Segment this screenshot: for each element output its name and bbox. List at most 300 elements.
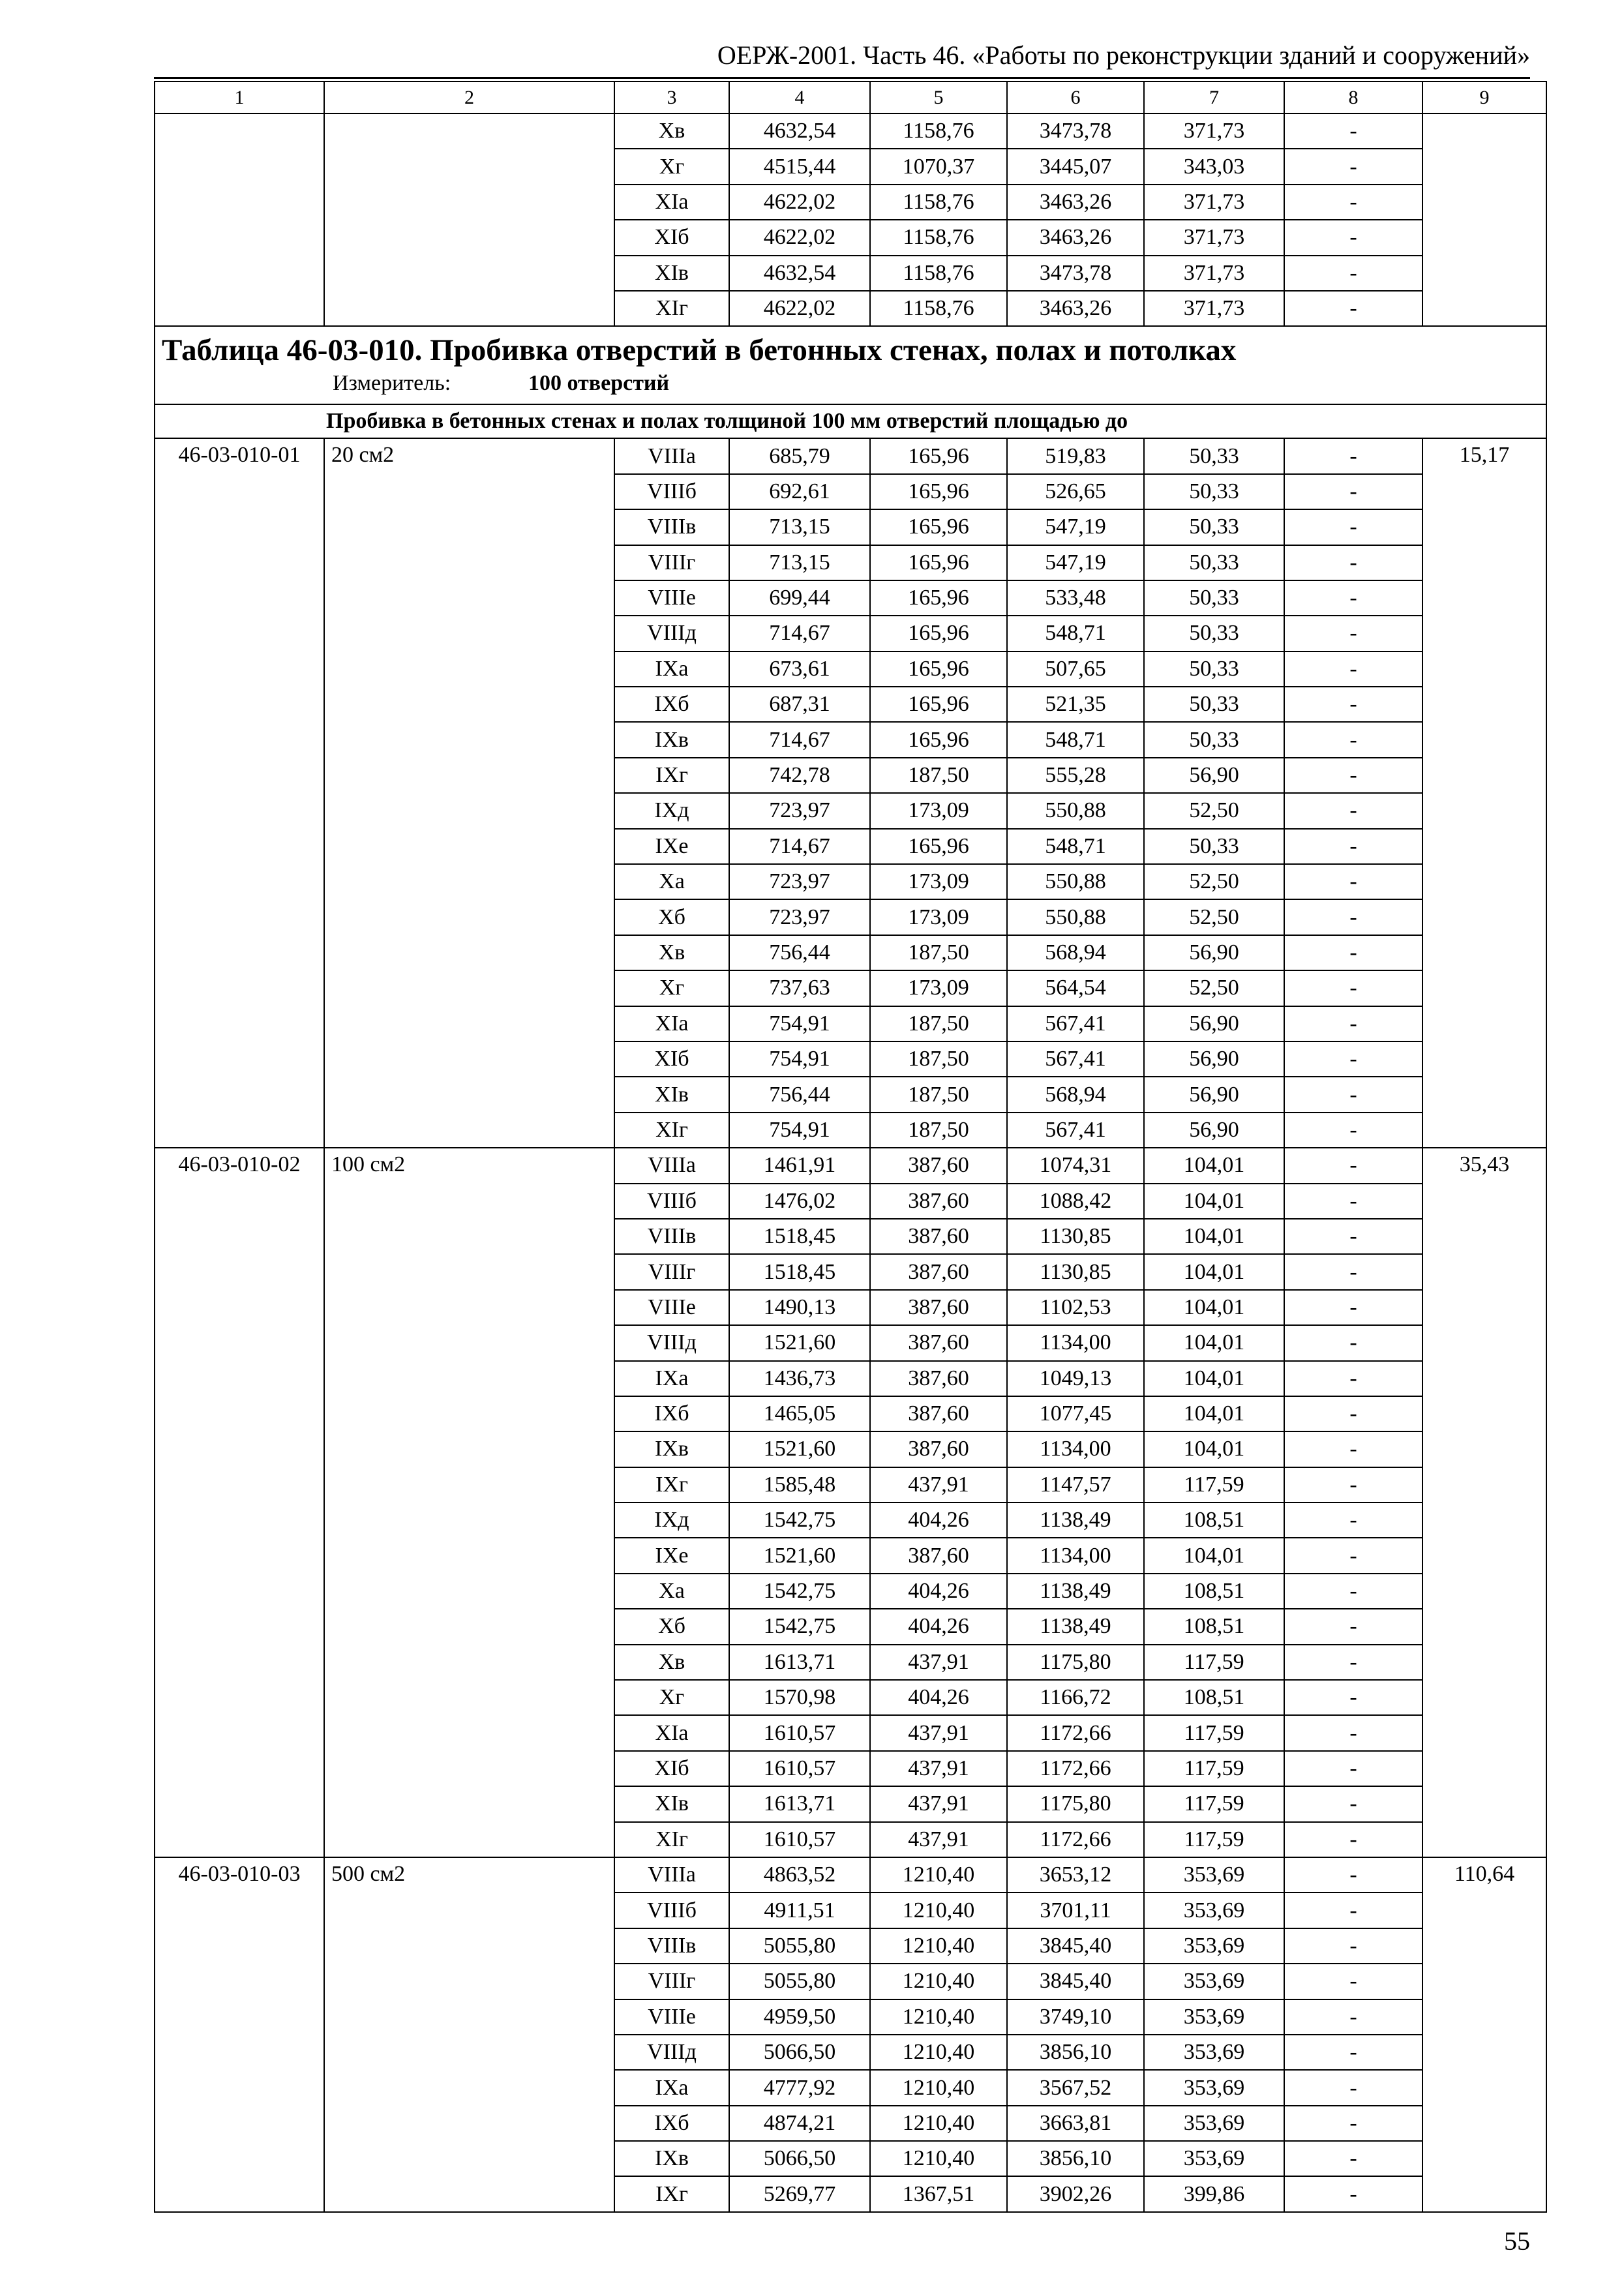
value-cell-col6: 533,48 [1007,580,1144,616]
value-cell-col4: 1542,75 [729,1609,870,1644]
value-cell-col8: - [1284,970,1422,1006]
value-cell-col8: - [1284,1964,1422,1999]
value-cell-col6: 1172,66 [1007,1715,1144,1750]
value-cell-col5: 387,60 [870,1361,1007,1396]
value-cell-col6: 3749,10 [1007,1999,1144,2035]
value-cell-col7: 104,01 [1144,1538,1284,1573]
value-cell-col5: 1210,40 [870,2035,1007,2070]
zone-cell: VIIIе [614,1290,729,1325]
name-cell: 20 см2 [324,438,614,1148]
value-cell-col5: 187,50 [870,1113,1007,1148]
value-cell-col4: 714,67 [729,722,870,757]
value-cell-col6: 507,65 [1007,651,1144,687]
zone-cell: VIIIд [614,2035,729,2070]
value-cell-col4: 756,44 [729,1077,870,1112]
zone-cell: Xв [614,113,729,149]
value-cell-col4: 754,91 [729,1041,870,1077]
value-cell-col8: - [1284,113,1422,149]
value-cell-col7: 353,69 [1144,1999,1284,2035]
zone-cell: IXг [614,1467,729,1503]
value-cell-col4: 737,63 [729,970,870,1006]
value-cell-col6: 1134,00 [1007,1325,1144,1360]
zone-cell: XIв [614,1077,729,1112]
value-cell-col5: 387,60 [870,1538,1007,1573]
value-cell-col7: 52,50 [1144,970,1284,1006]
value-cell-col4: 4874,21 [729,2106,870,2141]
value-cell-col7: 371,73 [1144,220,1284,255]
value-cell-col4: 723,97 [729,793,870,828]
value-cell-col6: 519,83 [1007,438,1144,473]
zone-cell: Xб [614,899,729,935]
value-cell-col5: 165,96 [870,829,1007,864]
value-cell-col6: 521,35 [1007,687,1144,722]
value-cell-col4: 685,79 [729,438,870,473]
value-cell-col7: 50,33 [1144,474,1284,509]
value-cell-col4: 1570,98 [729,1680,870,1715]
zone-cell: VIIIа [614,1148,729,1183]
value-cell-col7: 343,03 [1144,149,1284,184]
zone-cell: VIIIг [614,1254,729,1289]
value-cell-col5: 387,60 [870,1219,1007,1254]
value-cell-col6: 568,94 [1007,1077,1144,1112]
value-cell-col7: 104,01 [1144,1290,1284,1325]
value-cell-col6: 3567,52 [1007,2070,1144,2105]
value-cell-col6: 1102,53 [1007,1290,1144,1325]
value-cell-col8: - [1284,149,1422,184]
value-cell-col6: 550,88 [1007,899,1144,935]
value-cell-col8: - [1284,1219,1422,1254]
value-cell-col4: 673,61 [729,651,870,687]
zone-cell: VIIIг [614,1964,729,1999]
value-cell-col8: - [1284,1503,1422,1538]
zone-cell: IXд [614,1503,729,1538]
value-cell-col6: 550,88 [1007,793,1144,828]
zone-cell: VIIIв [614,1928,729,1964]
zone-cell: IXд [614,793,729,828]
value-cell-col8: - [1284,220,1422,255]
value-cell-col7: 104,01 [1144,1254,1284,1289]
zone-cell: VIIIв [614,509,729,545]
value-cell-col5: 437,91 [870,1822,1007,1857]
value-cell-col7: 353,69 [1144,2141,1284,2176]
value-cell-col6: 3463,26 [1007,185,1144,220]
value-cell-col5: 165,96 [870,438,1007,473]
value-cell-col4: 5055,80 [729,1964,870,1999]
value-cell-col6: 548,71 [1007,829,1144,864]
zone-cell: VIIIе [614,1999,729,2035]
value-cell-col5: 173,09 [870,864,1007,899]
value-cell-col4: 1490,13 [729,1290,870,1325]
value-cell-col8: - [1284,256,1422,291]
value-cell-col5: 1210,40 [870,1928,1007,1964]
zone-cell: VIIIг [614,545,729,580]
value-cell-col4: 1610,57 [729,1715,870,1750]
value-cell-col7: 117,59 [1144,1715,1284,1750]
zone-cell: IXв [614,1431,729,1467]
value-cell-col6: 3653,12 [1007,1857,1144,1893]
value-cell-col8: - [1284,2035,1422,2070]
name-cell: 500 см2 [324,1857,614,2212]
value-cell-col7: 50,33 [1144,545,1284,580]
value-cell-col4: 4632,54 [729,113,870,149]
value-cell-col7: 104,01 [1144,1325,1284,1360]
value-cell-col5: 387,60 [870,1184,1007,1219]
value-cell-col8: - [1284,1113,1422,1148]
code-cell: 46-03-010-03 [155,1857,324,2212]
value-cell-col8: - [1284,616,1422,651]
value-cell-col6: 1134,00 [1007,1538,1144,1573]
value-cell-col5: 187,50 [870,1041,1007,1077]
value-cell-col8: - [1284,2070,1422,2105]
value-cell-col5: 1210,40 [870,1857,1007,1893]
value-cell-col6: 550,88 [1007,864,1144,899]
value-cell-col6: 1175,80 [1007,1645,1144,1680]
value-cell-col8: - [1284,1041,1422,1077]
zone-cell: XIв [614,1786,729,1821]
value-cell-col7: 108,51 [1144,1680,1284,1715]
zone-cell: Xв [614,1645,729,1680]
value-cell-col7: 50,33 [1144,616,1284,651]
value-cell-col5: 1070,37 [870,149,1007,184]
value-cell-col5: 1158,76 [870,256,1007,291]
zone-cell: XIа [614,185,729,220]
value-cell-col8: - [1284,651,1422,687]
value-cell-col4: 1610,57 [729,1822,870,1857]
value-cell-col8: - [1284,474,1422,509]
wage-cell: 110,64 [1422,1857,1546,2212]
column-number: 8 [1284,82,1422,113]
meter-label: Измеритель: [333,371,451,396]
value-cell-col8: - [1284,2141,1422,2176]
value-cell-col7: 353,69 [1144,1964,1284,1999]
zone-cell: Xа [614,864,729,899]
wage-cell: 35,43 [1422,1148,1546,1857]
value-cell-col5: 437,91 [870,1751,1007,1786]
value-cell-col4: 692,61 [729,474,870,509]
value-cell-col7: 117,59 [1144,1645,1284,1680]
value-cell-col8: - [1284,722,1422,757]
value-cell-col7: 117,59 [1144,1822,1284,1857]
table-row [155,1857,1546,1893]
zone-cell: XIа [614,1006,729,1041]
value-cell-col8: - [1284,1609,1422,1644]
value-cell-col5: 1210,40 [870,1999,1007,2035]
value-cell-col4: 5269,77 [729,2176,870,2211]
value-cell-col5: 387,60 [870,1325,1007,1360]
value-cell-col7: 56,90 [1144,758,1284,793]
value-cell-col4: 1521,60 [729,1431,870,1467]
wage-cell: 15,17 [1422,438,1546,1148]
zone-cell: Xб [614,1609,729,1644]
value-cell-col5: 387,60 [870,1254,1007,1289]
value-cell-col7: 50,33 [1144,509,1284,545]
value-cell-col4: 699,44 [729,580,870,616]
zone-cell: Xг [614,970,729,1006]
value-cell-col4: 5066,50 [729,2141,870,2176]
value-cell-col7: 371,73 [1144,113,1284,149]
value-cell-col6: 1166,72 [1007,1680,1144,1715]
value-cell-col7: 353,69 [1144,2106,1284,2141]
value-cell-col6: 3663,81 [1007,2106,1144,2141]
value-cell-col4: 723,97 [729,864,870,899]
value-cell-col5: 1158,76 [870,220,1007,255]
value-cell-col5: 187,50 [870,1077,1007,1112]
value-cell-col7: 50,33 [1144,829,1284,864]
column-number: 7 [1144,82,1284,113]
table-subtitle-row [155,404,1546,438]
value-cell-col8: - [1284,1751,1422,1786]
running-title: ОЕРЖ-2001. Часть 46. «Работы по реконструкции зданий и сооружений» [717,40,1530,70]
value-cell-col7: 108,51 [1144,1574,1284,1609]
value-cell-col7: 108,51 [1144,1503,1284,1538]
value-cell-col6: 1175,80 [1007,1786,1144,1821]
value-cell-col7: 50,33 [1144,687,1284,722]
value-cell-col4: 1465,05 [729,1396,870,1431]
value-cell-col6: 3473,78 [1007,113,1144,149]
zone-cell: Xа [614,1574,729,1609]
value-cell-col4: 714,67 [729,829,870,864]
value-cell-col5: 387,60 [870,1290,1007,1325]
value-cell-col5: 404,26 [870,1680,1007,1715]
value-cell-col7: 56,90 [1144,1077,1284,1112]
column-number: 4 [729,82,870,113]
value-cell-col5: 1210,40 [870,1893,1007,1928]
value-cell-col7: 371,73 [1144,256,1284,291]
value-cell-col5: 387,60 [870,1148,1007,1183]
table-row [155,438,1546,473]
zone-cell: XIа [614,1715,729,1750]
value-cell-col5: 1210,40 [870,2106,1007,2141]
value-cell-col8: - [1284,1893,1422,1928]
value-cell-col8: - [1284,291,1422,326]
value-cell-col5: 1158,76 [870,291,1007,326]
value-cell-col5: 1210,40 [870,2070,1007,2105]
value-cell-col4: 4622,02 [729,185,870,220]
value-cell-col5: 187,50 [870,758,1007,793]
code-cell: 46-03-010-01 [155,438,324,1148]
value-cell-col8: - [1284,1999,1422,2035]
value-cell-col5: 165,96 [870,687,1007,722]
value-cell-col5: 437,91 [870,1786,1007,1821]
table-title-row [155,326,1546,404]
value-cell-col6: 3845,40 [1007,1964,1144,1999]
value-cell-col7: 50,33 [1144,580,1284,616]
value-cell-col7: 50,33 [1144,722,1284,757]
value-cell-col6: 1130,85 [1007,1254,1144,1289]
value-cell-col5: 173,09 [870,793,1007,828]
column-number: 3 [614,82,729,113]
value-cell-col5: 165,96 [870,545,1007,580]
zone-cell: IXб [614,2106,729,2141]
value-cell-col4: 5066,50 [729,2035,870,2070]
value-cell-col4: 1613,71 [729,1786,870,1821]
value-cell-col5: 165,96 [870,616,1007,651]
zone-cell: XIб [614,1751,729,1786]
value-cell-col6: 548,71 [1007,722,1144,757]
value-cell-col7: 52,50 [1144,793,1284,828]
value-cell-col5: 187,50 [870,1006,1007,1041]
column-number: 9 [1422,82,1546,113]
value-cell-col6: 555,28 [1007,758,1144,793]
zone-cell: IXа [614,2070,729,2105]
column-number: 2 [324,82,614,113]
value-cell-col8: - [1284,864,1422,899]
value-cell-col6: 547,19 [1007,545,1144,580]
value-cell-col6: 1172,66 [1007,1822,1144,1857]
value-cell-col6: 1138,49 [1007,1503,1144,1538]
value-cell-col4: 1613,71 [729,1645,870,1680]
value-cell-col8: - [1284,1645,1422,1680]
value-cell-col7: 104,01 [1144,1361,1284,1396]
value-cell-col6: 1172,66 [1007,1751,1144,1786]
value-cell-col4: 1610,57 [729,1751,870,1786]
value-cell-col6: 3902,26 [1007,2176,1144,2211]
value-cell-col4: 1461,91 [729,1148,870,1183]
value-cell-col8: - [1284,1325,1422,1360]
value-cell-col6: 1134,00 [1007,1431,1144,1467]
zone-cell: VIIIб [614,1893,729,1928]
value-cell-col8: - [1284,545,1422,580]
zone-cell: VIIIб [614,474,729,509]
value-cell-col7: 353,69 [1144,1928,1284,1964]
value-cell-col8: - [1284,2106,1422,2141]
value-cell-col4: 754,91 [729,1113,870,1148]
page-number: 55 [1504,2226,1530,2256]
value-cell-col8: - [1284,1857,1422,1893]
value-cell-col7: 56,90 [1144,935,1284,970]
value-cell-col6: 3473,78 [1007,256,1144,291]
value-cell-col7: 353,69 [1144,2035,1284,2070]
value-cell-col6: 3856,10 [1007,2141,1144,2176]
zone-cell: IXе [614,1538,729,1573]
value-cell-col4: 4515,44 [729,149,870,184]
zone-cell: VIIIб [614,1184,729,1219]
value-cell-col6: 3701,11 [1007,1893,1144,1928]
value-cell-col7: 104,01 [1144,1431,1284,1467]
value-cell-col4: 1585,48 [729,1467,870,1503]
value-cell-col4: 723,97 [729,899,870,935]
value-cell-col6: 567,41 [1007,1113,1144,1148]
value-cell-col7: 353,69 [1144,1857,1284,1893]
value-cell-col4: 4863,52 [729,1857,870,1893]
value-cell-col4: 1521,60 [729,1538,870,1573]
value-cell-col8: - [1284,1148,1422,1183]
name-cell [324,113,614,326]
value-cell-col8: - [1284,1928,1422,1964]
value-cell-col7: 50,33 [1144,438,1284,473]
value-cell-col5: 437,91 [870,1715,1007,1750]
zone-cell: XIб [614,1041,729,1077]
value-cell-col7: 104,01 [1144,1219,1284,1254]
zone-cell: Xг [614,1680,729,1715]
zone-cell: XIг [614,1113,729,1148]
value-cell-col5: 1158,76 [870,185,1007,220]
column-number: 6 [1007,82,1144,113]
value-cell-col4: 4911,51 [729,1893,870,1928]
value-cell-col5: 1210,40 [870,2141,1007,2176]
value-cell-col6: 1138,49 [1007,1609,1144,1644]
value-cell-col6: 1147,57 [1007,1467,1144,1503]
value-cell-col5: 165,96 [870,722,1007,757]
table-subtitle: Пробивка в бетонных стенах и полах толщиной 100 мм отверстий площадью до [155,404,1546,438]
value-cell-col4: 1436,73 [729,1361,870,1396]
price-table [154,81,1547,2213]
zone-cell: VIIIд [614,1325,729,1360]
code-cell: 46-03-010-02 [155,1148,324,1857]
value-cell-col6: 3463,26 [1007,220,1144,255]
zone-cell: IXб [614,687,729,722]
name-cell: 100 см2 [324,1148,614,1857]
column-number: 1 [155,82,324,113]
meter-value: 100 отверстий [528,371,670,396]
value-cell-col6: 547,19 [1007,509,1144,545]
value-cell-col4: 754,91 [729,1006,870,1041]
value-cell-col4: 713,15 [729,509,870,545]
value-cell-col7: 399,86 [1144,2176,1284,2211]
value-cell-col7: 56,90 [1144,1006,1284,1041]
zone-cell: VIIIа [614,1857,729,1893]
value-cell-col7: 108,51 [1144,1609,1284,1644]
value-cell-col8: - [1284,1431,1422,1467]
value-cell-col8: - [1284,1254,1422,1289]
value-cell-col7: 104,01 [1144,1148,1284,1183]
code-cell [155,113,324,326]
value-cell-col8: - [1284,438,1422,473]
value-cell-col5: 1210,40 [870,1964,1007,1999]
value-cell-col6: 567,41 [1007,1041,1144,1077]
zone-cell: IXв [614,722,729,757]
value-cell-col8: - [1284,1077,1422,1112]
zone-cell: IXе [614,829,729,864]
value-cell-col8: - [1284,1467,1422,1503]
value-cell-col8: - [1284,1290,1422,1325]
value-cell-col5: 165,96 [870,474,1007,509]
zone-cell: VIIIд [614,616,729,651]
value-cell-col8: - [1284,1538,1422,1573]
value-cell-col8: - [1284,1361,1422,1396]
table-body [155,82,1546,2212]
value-cell-col6: 1077,45 [1007,1396,1144,1431]
value-cell-col4: 5055,80 [729,1928,870,1964]
value-cell-col7: 50,33 [1144,651,1284,687]
value-cell-col7: 52,50 [1144,899,1284,935]
zone-cell: IXв [614,2141,729,2176]
value-cell-col4: 1542,75 [729,1503,870,1538]
value-cell-col8: - [1284,1396,1422,1431]
value-cell-col8: - [1284,1006,1422,1041]
value-cell-col6: 568,94 [1007,935,1144,970]
value-cell-col5: 387,60 [870,1396,1007,1431]
value-cell-col5: 404,26 [870,1503,1007,1538]
value-cell-col5: 404,26 [870,1609,1007,1644]
value-cell-col7: 371,73 [1144,291,1284,326]
zone-cell: IXб [614,1396,729,1431]
value-cell-col5: 165,96 [870,580,1007,616]
value-cell-col8: - [1284,509,1422,545]
value-cell-col6: 567,41 [1007,1006,1144,1041]
value-cell-col8: - [1284,2176,1422,2211]
value-cell-col8: - [1284,1715,1422,1750]
value-cell-col4: 713,15 [729,545,870,580]
running-header [154,34,1530,79]
value-cell-col6: 1138,49 [1007,1574,1144,1609]
table-row [155,1148,1546,1183]
zone-cell: IXг [614,758,729,793]
value-cell-col5: 437,91 [870,1645,1007,1680]
value-cell-col6: 548,71 [1007,616,1144,651]
value-cell-col5: 1158,76 [870,113,1007,149]
zone-cell: XIб [614,220,729,255]
